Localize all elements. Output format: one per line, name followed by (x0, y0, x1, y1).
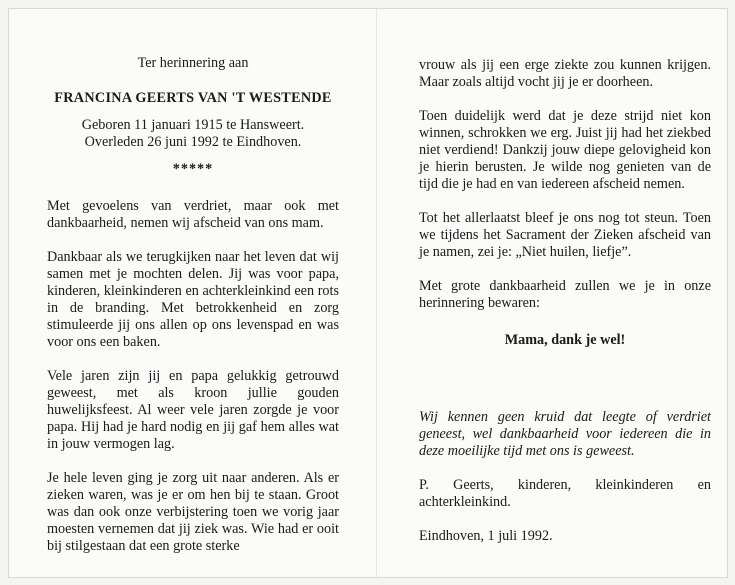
life-dates (47, 117, 339, 151)
right-paragraph-1: vrouw als jij een erge ziekte zou kunnen krijgen. Maar zoals altijd vocht jij je er doorheen. (419, 57, 711, 90)
right-page (419, 9, 711, 577)
family-signature: P. Geerts, kinderen, kleinkinderen en achterkleinkind. (419, 477, 711, 510)
right-paragraph-4: Met grote dankbaarheid zullen we je in onze herinnering bewaren: (419, 278, 711, 311)
memorial-heading: Ter herinnering aan (137, 55, 249, 71)
thanks-line: Mama, dank je wel! (504, 332, 626, 348)
separator-stars: ***** (172, 161, 214, 177)
fold-line (376, 9, 377, 577)
closing-quote: Wij kennen geen kruid dat leegte of verdriet geneest, wel dankbaarheid voor iedereen die in deze moeilijke tijd met ons is geweest. (419, 409, 711, 459)
memorial-card (8, 8, 728, 578)
left-paragraph-3: Vele jaren zijn jij en papa gelukkig getrouwd geweest, met als kroon jullie gouden huwelijksfeest. Al weer vele jaren zorgde je voor papa. Hij had je hard nodig en jij gaf hem alles wat in jouw vermogen lag. (47, 368, 339, 452)
left-paragraph-2: Dankbaar als we terugkijken naar het leven dat wij samen met je mochten delen. Jij was voor papa, kinderen, kleinkinderen en achterkleinkind een rots in de branding. Met betrokkenheid en zorg stimuleerde jij ons allen op ons levenspad en was voor ons een baken. (47, 249, 339, 350)
left-paragraph-4: Je hele leven ging je zorg uit naar anderen. Als er zieken waren, was je er om hen bij te staan. Groot was dan ook onze verbijstering toen we vorig jaar moesten vernemen dat jij ziek was. Wie had er ooit bij stilgestaan dat een grote sterke (47, 470, 339, 554)
death-line: Overleden 26 juni 1992 te Eindhoven. (84, 134, 302, 150)
place-date: Eindhoven, 1 juli 1992. (419, 528, 553, 544)
left-page (47, 9, 339, 577)
left-paragraph-1: Met gevoelens van verdriet, maar ook met dankbaarheid, nemen wij afscheid van ons mam. (47, 198, 339, 231)
right-paragraph-2: Toen duidelijk werd dat je deze strijd niet kon winnen, schrokken we erg. Juist jij had het ziekbed niet verdiend! Dankzij jouw diepe gelovigheid kon je hierin berusten. Je wilde nog genieten van de tijd die je had en van iedereen afscheid nemen. (419, 108, 711, 192)
deceased-name: FRANCINA GEERTS VAN 'T WESTENDE (54, 90, 332, 106)
right-paragraph-3: Tot het allerlaatst bleef je ons nog tot steun. Toen we tijdens het Sacrament der Zieken afscheid van je namen, zei je: „Niet huilen, liefje”. (419, 210, 711, 260)
birth-line: Geboren 11 januari 1915 te Hansweert. (81, 117, 305, 133)
